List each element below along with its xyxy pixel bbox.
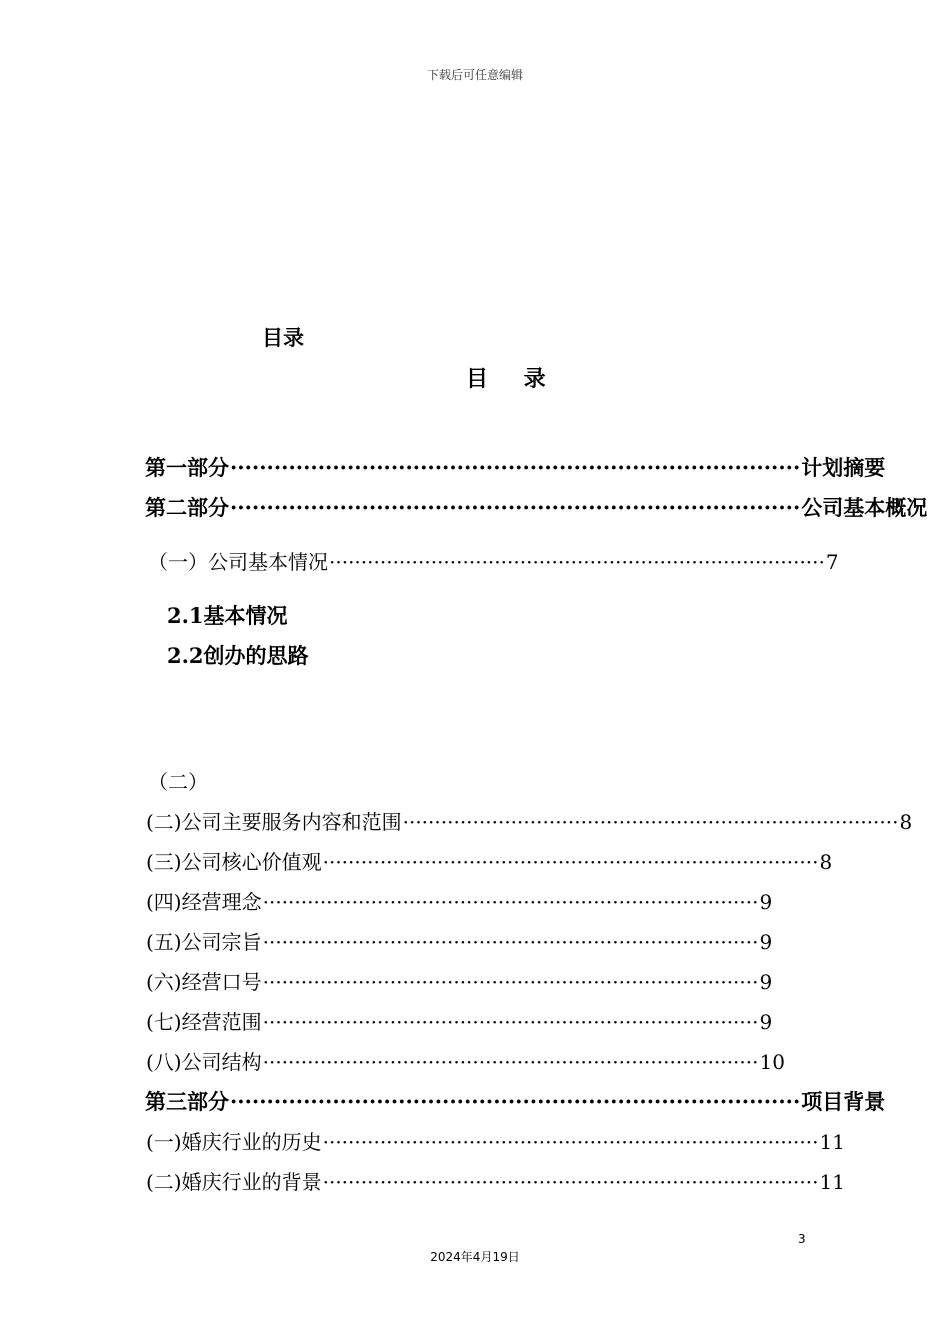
toc-leader-dots: ·············································································· xyxy=(230,1089,801,1114)
toc-entry-part3[interactable] xyxy=(145,1086,886,1116)
toc-subitem[interactable]: 2.2创办的思路 xyxy=(167,643,309,668)
toc-entry-label: (一)婚庆行业的历史 xyxy=(146,1130,322,1154)
toc-entry-label: (二)公司主要服务内容和范围 xyxy=(146,810,402,834)
page-header: 下载后可任意编辑 xyxy=(426,68,523,82)
toc-entry-label: (八)公司结构 xyxy=(146,1050,262,1074)
toc-entry[interactable] xyxy=(146,1046,785,1075)
toc-entry-label: （一）公司基本情况 xyxy=(148,550,328,574)
toc-entry-label: 第三部分 xyxy=(145,1089,229,1114)
toc-leader-dots: ·············································································· xyxy=(262,1010,759,1034)
toc-entry-label: (五)公司宗旨 xyxy=(146,930,262,954)
toc-entry-label: (六)经营口号 xyxy=(146,970,262,994)
toc-entry[interactable] xyxy=(146,846,833,875)
toc-title: 目 录 xyxy=(466,366,560,392)
page-number: 3 xyxy=(798,1232,806,1246)
toc-entry-page: 计划摘要 xyxy=(801,455,886,480)
toc-entry[interactable] xyxy=(146,1006,773,1035)
toc-entry-page: 11 xyxy=(819,1170,845,1194)
toc-paren-label: （二） xyxy=(148,770,208,794)
toc-entry[interactable] xyxy=(146,1126,845,1155)
toc-leader-dots: ·············································································· xyxy=(262,930,759,954)
toc-entry[interactable] xyxy=(146,926,773,955)
footer-date: 2024年4月19日 xyxy=(430,1250,520,1264)
toc-entry-label: (二)婚庆行业的背景 xyxy=(146,1170,322,1194)
toc-entry[interactable] xyxy=(146,886,773,915)
toc-leader-dots: ·············································································· xyxy=(262,1050,759,1074)
toc-entry-page: 项目背景 xyxy=(801,1089,886,1114)
toc-entry-part2[interactable] xyxy=(145,492,928,522)
toc-leader-dots: ·············································································· xyxy=(402,810,899,834)
toc-entry-label: 第一部分 xyxy=(145,455,229,480)
toc-leader-dots: ·············································································· xyxy=(230,455,801,480)
toc-entry-label: (七)经营范围 xyxy=(146,1010,262,1034)
toc-entry-section1[interactable] xyxy=(148,546,839,575)
toc-entry-page: 8 xyxy=(819,850,833,874)
toc-subitem[interactable]: 2.1基本情况 xyxy=(167,603,288,628)
toc-leader-dots: ·············································································· xyxy=(262,970,759,994)
toc-leader-dots: ·············································································· xyxy=(329,550,825,574)
toc-entry[interactable] xyxy=(146,806,913,835)
toc-entry-page: 9 xyxy=(759,890,773,914)
toc-leader-dots: ·············································································· xyxy=(322,1130,819,1154)
toc-leader-dots: ·············································································· xyxy=(322,1170,819,1194)
toc-entry-page: 10 xyxy=(759,1050,785,1074)
toc-leader-dots: ·············································································· xyxy=(322,850,819,874)
toc-entry[interactable] xyxy=(146,966,773,995)
toc-entry-page: 9 xyxy=(759,930,773,954)
toc-leader-dots: ·············································································· xyxy=(262,890,759,914)
toc-entry[interactable] xyxy=(146,1166,845,1195)
toc-entry-page: 11 xyxy=(819,1130,845,1154)
toc-leader-dots: ·············································································· xyxy=(230,495,801,520)
toc-entry-page: 9 xyxy=(759,970,773,994)
toc-entry-page: 7 xyxy=(825,550,839,574)
toc-entry-label: 第二部分 xyxy=(145,495,229,520)
toc-entry-label: (三)公司核心价值观 xyxy=(146,850,322,874)
toc-entry-label: (四)经营理念 xyxy=(146,890,262,914)
toc-entry-page: 公司基本概况 xyxy=(801,495,928,520)
toc-entry-part1[interactable] xyxy=(145,452,886,482)
toc-entry-page: 9 xyxy=(759,1010,773,1034)
toc-entry-page: 8 xyxy=(899,810,913,834)
toc-title-small: 目录 xyxy=(262,325,304,350)
